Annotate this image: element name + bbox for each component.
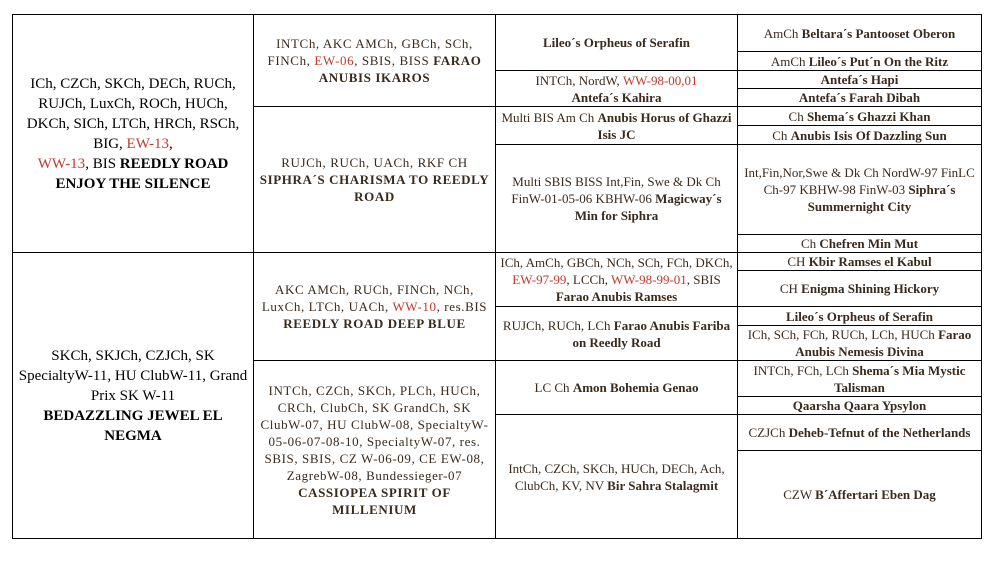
sire-title-ww: WW-13 <box>37 155 86 172</box>
ancestor-4: Antefa´s Farah Dibah <box>738 89 982 107</box>
dog-name: Magicway´s Min for Siphra <box>574 191 722 223</box>
sd-sire: Multi BIS Am Ch Anubis Horus of Ghazzi Isis JC <box>496 107 738 145</box>
title-ww: WW-98-99-01 <box>610 272 687 287</box>
sire: ICh, CZCh, SKCh, DECh, RUCh, RUJCh, LuxCh, ROCh, HUCh, DKCh, SICh, LTCh, HRCh, RSCh, BIG, EW-13, WW-13, BIS REEDLY ROAD ENJOY THE SILENCE <box>13 15 254 253</box>
ss-sire <box>496 15 738 71</box>
dog-name: Farao Anubis Fariba on Reedly Road <box>572 317 731 350</box>
ancestor-14: Qaarsha Qaara Ypsylon <box>738 397 982 415</box>
ancestor-2: AmCh Lileo´s Put´n On the Ritz <box>738 52 982 71</box>
ancestor-8: Ch Chefren Min Mut <box>738 235 982 253</box>
sire-title-ew: EW-13 <box>126 135 170 152</box>
ancestor-7: Int,Fin,Nor,Swe & Dk Ch NordW-97 FinLC Ch-97 KBHW-98 FinW-03 Siphra´s Summernight City <box>738 145 982 235</box>
sire-sire: INTCh, AKC AMCh, GBCh, SCh, FINCh, EW-06, SBIS, BISS FARAO ANUBIS IKAROS <box>254 15 496 107</box>
dog-name: FARAO ANUBIS IKAROS <box>318 53 482 85</box>
dog-name: Lileo´s Orpheus of Serafin <box>543 35 690 50</box>
dog-name: REEDLY ROAD DEEP BLUE <box>283 316 466 331</box>
ancestor-1: AmCh Beltara´s Pantooset Oberon <box>738 15 982 52</box>
ancestor-13: INTCh, FCh, LCh Shema´s Mia Mystic Talisman <box>738 361 982 397</box>
dog-name: SIPHRA´S CHARISMA TO REEDLY ROAD <box>259 172 490 204</box>
dog-name: CASSIOPEA SPIRIT OF MILLENIUM <box>298 484 451 517</box>
ancestor-9: CH Kbir Ramses el Kabul <box>738 253 982 271</box>
ancestor-12: ICh, SCh, FCh, RUCh, LCh, HUCh Farao Anubis Nemesis Divina <box>738 326 982 361</box>
dog-name: Bir Sahra Stalagmit <box>607 477 719 493</box>
title-ew: EW-97-99 <box>512 272 567 287</box>
sire-titles: ICh, CZCh, SKCh, DECh, RUCh, RUJCh, LuxCh, ROCh, HUCh, DKCh, SICh, LTCh, HRCh, RSCh, BIG, <box>26 75 240 152</box>
ss-dam: INTCh, NordW, WW-98-00,01 Antefa´s Kahira <box>496 71 738 107</box>
dog-name: Antefa´s Kahira <box>571 89 662 105</box>
ancestor-5: Ch Shema´s Ghazzi Khan <box>738 107 982 126</box>
sire-name: REEDLY ROAD ENJOY THE SILENCE <box>55 155 229 192</box>
ancestor-15: CZJCh Deheb-Tefnut of the Netherlands <box>738 415 982 451</box>
dd-dam: IntCh, CZCh, SKCh, HUCh, DECh, Ach, ClubCh, KV, NV Bir Sahra Stalagmit <box>496 415 738 539</box>
dam-name: BEDAZZLING JEWEL EL NEGMA <box>43 407 223 444</box>
dam-dam: INTCh, CZCh, SKCh, PLCh, HUCh, CRCh, ClubCh, SK GrandCh, SK ClubW-07, HU ClubW-08, SpecialtyW-05-06-07-08-10, SpecialtyW-07, res. SBIS, SBIS, CZ W-06-09, CE EW-08, ZagrebW-08, Bundessieger-07 CASSIOPEA SPIRIT OF MILLENIUM <box>254 361 496 539</box>
dog-name: Amon Bohemia Genao <box>572 380 699 395</box>
ancestor-6: Ch Anubis Isis Of Dazzling Sun <box>738 126 982 145</box>
dog-name: Anubis Horus of Ghazzi Isis JC <box>597 109 732 142</box>
ancestor-11: Lileo´s Orpheus of Serafin <box>738 307 982 326</box>
ancestor-3: Antefa´s Hapi <box>738 71 982 89</box>
dam-titles: SKCh, SKJCh, CZJCh, SK SpecialtyW-11, HU ClubW-11, Grand Prix SK W-11 <box>18 347 248 404</box>
sd-dam: Multi SBIS BISS Int,Fin, Swe & Dk Ch FinW-01-05-06 KBHW-06 Magicway´s Min for Siphra <box>496 145 738 253</box>
title-ww: WW-98-00,01 <box>622 72 698 88</box>
sire-dam: RUJCh, RUCh, UACh, RKF CH SIPHRA´S CHARISMA TO REEDLY ROAD <box>254 107 496 253</box>
dd-sire: LC Ch Amon Bohemia Genao <box>496 361 738 415</box>
ancestor-16: CZW B´Affertari Eben Dag <box>738 451 982 539</box>
pedigree-table <box>12 14 982 539</box>
ds-sire: ICh, AmCh, GBCh, NCh, SCh, FCh, DKCh, EW-97-99, LCCh, WW-98-99-01, SBIS Farao Anubis Ramses <box>496 253 738 307</box>
title-ww: WW-10 <box>392 299 437 314</box>
dam <box>13 253 254 539</box>
title-ew: EW-06 <box>314 53 355 68</box>
dam-sire: AKC AMCh, RUCh, FINCh, NCh, LuxCh, LTCh, UACh, WW-10, res.BIS REEDLY ROAD DEEP BLUE <box>254 253 496 361</box>
ancestor-10: CH Enigma Shining Hickory <box>738 271 982 307</box>
ds-dam: RUJCh, RUCh, LCh Farao Anubis Fariba on Reedly Road <box>496 307 738 361</box>
dog-name: Farao Anubis Ramses <box>555 289 678 304</box>
